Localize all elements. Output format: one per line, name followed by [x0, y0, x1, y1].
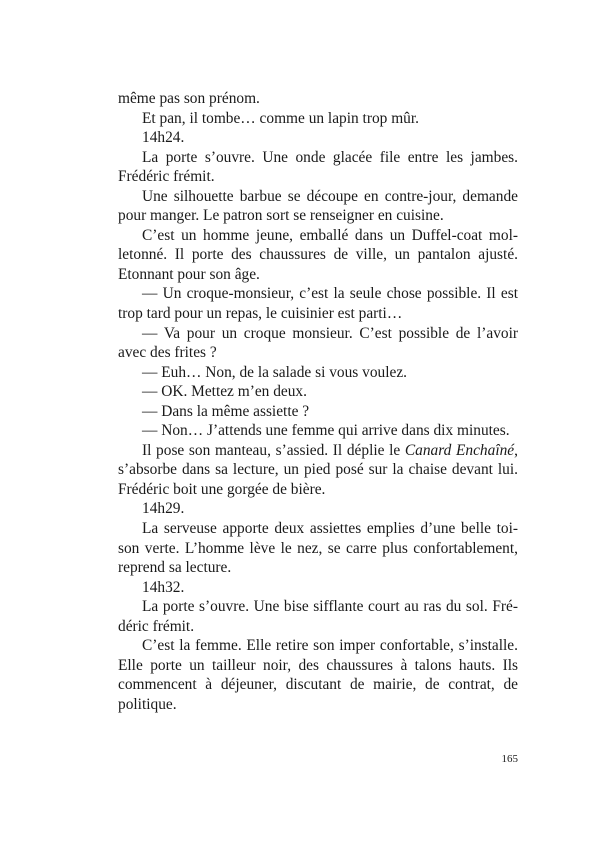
- paragraph: La porte s’ouvre. Une bise sifflante court au ras du sol. Frédéric frémit.: [118, 598, 518, 635]
- paragraph: 14h32.: [142, 578, 185, 596]
- paragraph: 14h24.: [142, 129, 185, 147]
- paragraph-text: , s’absorbe dans sa lecture, un pied posé sur la chaise devant lui. Frédéric boit une gorgée de bière.: [118, 441, 518, 498]
- paragraph: — Euh… Non, de la salade si vous voulez.: [142, 363, 408, 381]
- newspaper-title: Canard Enchaîné: [404, 441, 515, 459]
- paragraph-text: Il pose son manteau, s’assied. Il déplie le: [142, 441, 405, 459]
- paragraph: — Dans la même assiette ?: [142, 402, 310, 420]
- page-number: 165: [501, 753, 518, 765]
- paragraph: — OK. Mettez m’en deux.: [142, 383, 307, 401]
- paragraph: — Non… J’attends une femme qui arrive dans dix minutes.: [142, 422, 510, 440]
- paragraph: La porte s’ouvre. Une onde glacée file entre les jambes. Frédéric frémit.: [118, 148, 518, 186]
- paragraph: Une silhouette barbue se découpe en contre-jour, demande pour manger. Le patron sort se renseigner en cuisine.: [118, 187, 518, 225]
- paragraph: — Un croque-monsieur, c’est la seule chose possible. Il est trop tard pour un repas, le cuisinier est parti…: [118, 285, 518, 323]
- paragraph: C’est un homme jeune, emballé dans un Duffel-coat molletonné. Il porte des chaussures de ville, un pantalon ajusté. Etonnant pour son âge.: [118, 226, 518, 283]
- body-text: [118, 89, 518, 715]
- paragraph: — Va pour un croque monsieur. C’est possible de l’avoir avec des frites ?: [118, 324, 518, 362]
- paragraph: C’est la femme. Elle retire son imper confortable, s’installe. Elle porte un tailleur noir, des chaussures à talons hauts. Ils commencent à déjeuner, discutant de mairie, de contrat, de politique.: [118, 637, 518, 713]
- paragraph: Et pan, il tombe… comme un lapin trop mûr.: [142, 109, 419, 127]
- paragraph: [118, 441, 518, 500]
- paragraph: La serveuse apporte deux assiettes emplies d’une belle toison verte. L’homme lève le nez, se carre plus confortablement, reprend sa lecture.: [118, 520, 518, 577]
- paragraph: même pas son prénom.: [118, 90, 260, 107]
- paragraph: 14h29.: [142, 500, 185, 518]
